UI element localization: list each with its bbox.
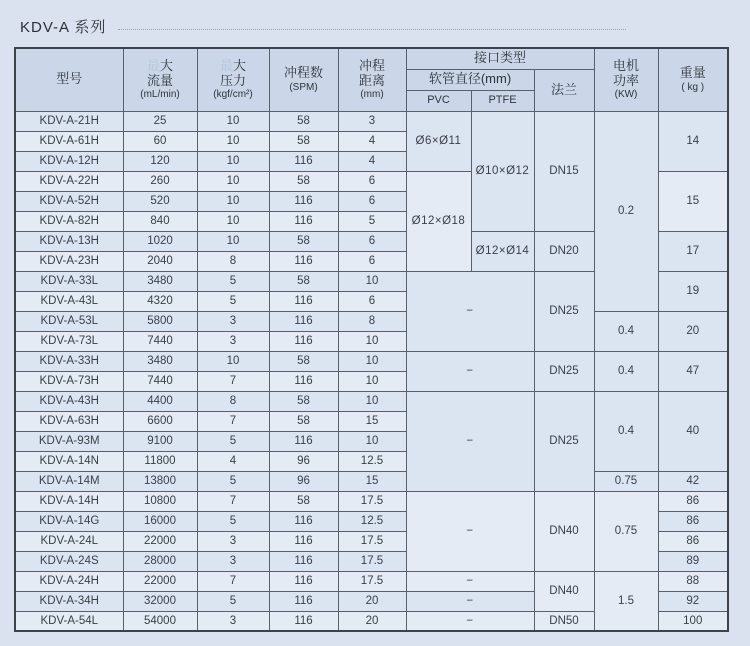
cell-motor: 0.75 <box>594 471 658 491</box>
cell-weight: 86 <box>658 491 728 511</box>
cell-flow: 840 <box>123 211 197 231</box>
cell-spm: 58 <box>269 391 338 411</box>
cell-weight: 47 <box>658 351 728 391</box>
cell-stroke: 15 <box>338 471 406 491</box>
header-ptfe: PTFE <box>471 90 534 111</box>
cell-stroke: 10 <box>338 391 406 411</box>
table-header <box>15 48 728 111</box>
cell-flow: 4400 <box>123 391 197 411</box>
cell-model: KDV-A-52H <box>15 191 123 211</box>
cell-spm: 116 <box>269 151 338 171</box>
cell-ptfe: Ø12×Ø14 <box>471 231 534 271</box>
cell-hose: − <box>406 271 534 351</box>
cell-spm: 116 <box>269 571 338 591</box>
cell-spm: 116 <box>269 551 338 571</box>
cell-pressure: 5 <box>197 511 269 531</box>
cell-weight: 89 <box>658 551 728 571</box>
cell-stroke: 17.5 <box>338 491 406 511</box>
cell-pressure: 3 <box>197 531 269 551</box>
cell-model: KDV-A-33H <box>15 351 123 371</box>
table-row <box>15 311 728 331</box>
cell-flow: 520 <box>123 191 197 211</box>
cell-pvc: Ø6×Ø11 <box>406 111 471 171</box>
cell-pressure: 10 <box>197 191 269 211</box>
cell-pressure: 3 <box>197 331 269 351</box>
cell-flow: 11800 <box>123 451 197 471</box>
cell-model: KDV-A-14N <box>15 451 123 471</box>
cell-flow: 6600 <box>123 411 197 431</box>
header-motor-power: 电机 功率 (KW) <box>594 48 658 111</box>
cell-pressure: 7 <box>197 411 269 431</box>
cell-model: KDV-A-24S <box>15 551 123 571</box>
cell-spm: 58 <box>269 111 338 131</box>
cell-weight: 15 <box>658 171 728 231</box>
cell-model: KDV-A-14M <box>15 471 123 491</box>
cell-spm: 116 <box>269 431 338 451</box>
table-row <box>15 491 728 511</box>
cell-flow: 22000 <box>123 531 197 551</box>
cell-pressure: 5 <box>197 591 269 611</box>
cell-flange: DN25 <box>534 391 594 491</box>
cell-pressure: 4 <box>197 451 269 471</box>
cell-spm: 116 <box>269 511 338 531</box>
cell-flow: 13800 <box>123 471 197 491</box>
cell-hose: − <box>406 571 534 591</box>
cell-motor: 0.2 <box>594 111 658 311</box>
cell-pressure: 8 <box>197 391 269 411</box>
header-spm: 冲程数 (SPM) <box>269 48 338 111</box>
cell-pressure: 8 <box>197 251 269 271</box>
cell-stroke: 17.5 <box>338 531 406 551</box>
cell-pressure: 10 <box>197 231 269 251</box>
cell-model: KDV-A-63H <box>15 411 123 431</box>
cell-model: KDV-A-53L <box>15 311 123 331</box>
header-max-pressure: 最大 压力 (kgf/cm²) <box>197 48 269 111</box>
cell-hose: − <box>406 351 534 391</box>
cell-flange: DN15 <box>534 111 594 231</box>
cell-flow: 3480 <box>123 351 197 371</box>
cell-stroke: 10 <box>338 331 406 351</box>
cell-spm: 116 <box>269 191 338 211</box>
cell-hose: − <box>406 491 534 571</box>
cell-spm: 96 <box>269 471 338 491</box>
cell-spm: 116 <box>269 371 338 391</box>
header-max-flow: 最大 流量 (mL/min) <box>123 48 197 111</box>
cell-pressure: 3 <box>197 551 269 571</box>
cell-ptfe: Ø10×Ø12 <box>471 111 534 231</box>
header-model: 型号 <box>15 48 123 111</box>
cell-weight: 17 <box>658 231 728 271</box>
cell-pressure: 3 <box>197 311 269 331</box>
cell-spm: 116 <box>269 311 338 331</box>
cell-hose: − <box>406 611 534 631</box>
cell-model: KDV-A-43H <box>15 391 123 411</box>
cell-flow: 54000 <box>123 611 197 631</box>
table-row <box>15 351 728 371</box>
cell-stroke: 6 <box>338 171 406 191</box>
cell-spm: 116 <box>269 251 338 271</box>
cell-motor: 0.4 <box>594 351 658 391</box>
cell-flow: 60 <box>123 131 197 151</box>
cell-model: KDV-A-33L <box>15 271 123 291</box>
cell-flow: 3480 <box>123 271 197 291</box>
cell-pressure: 10 <box>197 131 269 151</box>
cell-weight: 100 <box>658 611 728 631</box>
cell-spm: 58 <box>269 231 338 251</box>
cell-spm: 58 <box>269 271 338 291</box>
cell-flow: 4320 <box>123 291 197 311</box>
cell-pressure: 5 <box>197 271 269 291</box>
cell-spm: 116 <box>269 291 338 311</box>
cell-stroke: 3 <box>338 111 406 131</box>
header-stroke-distance: 冲程 距离 (mm) <box>338 48 406 111</box>
cell-model: KDV-A-13H <box>15 231 123 251</box>
header-pvc: PVC <box>406 90 471 111</box>
cell-model: KDV-A-21H <box>15 111 123 131</box>
cell-model: KDV-A-82H <box>15 211 123 231</box>
cell-spm: 116 <box>269 211 338 231</box>
cell-weight: 14 <box>658 111 728 171</box>
cell-pressure: 10 <box>197 171 269 191</box>
cell-flow: 1020 <box>123 231 197 251</box>
cell-model: KDV-A-23H <box>15 251 123 271</box>
header-interface-type: 接口类型 <box>406 48 594 69</box>
cell-weight: 42 <box>658 471 728 491</box>
cell-weight: 19 <box>658 271 728 311</box>
cell-flow: 25 <box>123 111 197 131</box>
cell-stroke: 10 <box>338 371 406 391</box>
cell-flow: 16000 <box>123 511 197 531</box>
cell-model: KDV-A-93M <box>15 431 123 451</box>
cell-model: KDV-A-24H <box>15 571 123 591</box>
cell-stroke: 10 <box>338 431 406 451</box>
cell-pressure: 5 <box>197 291 269 311</box>
cell-weight: 92 <box>658 591 728 611</box>
cell-stroke: 6 <box>338 251 406 271</box>
cell-stroke: 4 <box>338 131 406 151</box>
cell-flow: 2040 <box>123 251 197 271</box>
cell-model: KDV-A-73H <box>15 371 123 391</box>
cell-stroke: 12.5 <box>338 451 406 471</box>
cell-model: KDV-A-34H <box>15 591 123 611</box>
cell-spm: 116 <box>269 611 338 631</box>
cell-flow: 7440 <box>123 331 197 351</box>
cell-spm: 58 <box>269 411 338 431</box>
cell-weight: 86 <box>658 531 728 551</box>
cell-spm: 58 <box>269 131 338 151</box>
cell-flow: 10800 <box>123 491 197 511</box>
table-row <box>15 391 728 411</box>
cell-flange: DN40 <box>534 491 594 571</box>
cell-flow: 9100 <box>123 431 197 451</box>
cell-flange: DN25 <box>534 271 594 351</box>
cell-spm: 96 <box>269 451 338 471</box>
cell-flange: DN25 <box>534 351 594 391</box>
cell-spm: 116 <box>269 531 338 551</box>
cell-flange: DN40 <box>534 571 594 611</box>
cell-stroke: 20 <box>338 591 406 611</box>
cell-model: KDV-A-14H <box>15 491 123 511</box>
cell-stroke: 6 <box>338 191 406 211</box>
cell-stroke: 10 <box>338 351 406 371</box>
cell-flange: DN50 <box>534 611 594 631</box>
cell-model: KDV-A-12H <box>15 151 123 171</box>
header-weight: 重量 ( kg ) <box>658 48 728 111</box>
cell-stroke: 8 <box>338 311 406 331</box>
cell-pvc: Ø12×Ø18 <box>406 171 471 271</box>
cell-stroke: 6 <box>338 231 406 251</box>
cell-stroke: 20 <box>338 611 406 631</box>
cell-flow: 5800 <box>123 311 197 331</box>
cell-stroke: 5 <box>338 211 406 231</box>
cell-motor: 0.4 <box>594 391 658 471</box>
cell-spm: 58 <box>269 491 338 511</box>
cell-stroke: 12.5 <box>338 511 406 531</box>
cell-spm: 116 <box>269 591 338 611</box>
cell-model: KDV-A-73L <box>15 331 123 351</box>
cell-motor: 0.4 <box>594 311 658 351</box>
cell-pressure: 10 <box>197 211 269 231</box>
table-row <box>15 111 728 131</box>
cell-pressure: 5 <box>197 431 269 451</box>
cell-model: KDV-A-43L <box>15 291 123 311</box>
cell-hose: − <box>406 391 534 491</box>
cell-stroke: 6 <box>338 291 406 311</box>
cell-pressure: 3 <box>197 611 269 631</box>
cell-stroke: 4 <box>338 151 406 171</box>
cell-stroke: 10 <box>338 271 406 291</box>
cell-flow: 22000 <box>123 571 197 591</box>
cell-pressure: 10 <box>197 111 269 131</box>
page-title: KDV-A 系列 <box>20 19 107 36</box>
cell-pressure: 7 <box>197 571 269 591</box>
cell-flange: DN20 <box>534 231 594 271</box>
cell-spm: 116 <box>269 331 338 351</box>
cell-model: KDV-A-14G <box>15 511 123 531</box>
header-hose-diameter: 软管直径(mm) <box>406 69 534 90</box>
cell-stroke: 17.5 <box>338 551 406 571</box>
cell-spm: 58 <box>269 171 338 191</box>
table-body <box>15 111 728 631</box>
cell-flow: 120 <box>123 151 197 171</box>
cell-pressure: 7 <box>197 371 269 391</box>
cell-motor: 0.75 <box>594 491 658 571</box>
cell-flow: 28000 <box>123 551 197 571</box>
cell-model: KDV-A-22H <box>15 171 123 191</box>
cell-pressure: 10 <box>197 351 269 371</box>
cell-pressure: 10 <box>197 151 269 171</box>
cell-weight: 40 <box>658 391 728 471</box>
cell-pressure: 7 <box>197 491 269 511</box>
spec-table <box>14 47 729 632</box>
cell-pressure: 5 <box>197 471 269 491</box>
cell-weight: 86 <box>658 511 728 531</box>
table-row <box>15 471 728 491</box>
cell-weight: 88 <box>658 571 728 591</box>
cell-weight: 20 <box>658 311 728 351</box>
cell-flow: 7440 <box>123 371 197 391</box>
cell-stroke: 15 <box>338 411 406 431</box>
cell-motor: 1.5 <box>594 571 658 631</box>
title-dotted-rule <box>118 29 626 30</box>
cell-hose: − <box>406 591 534 611</box>
cell-flow: 260 <box>123 171 197 191</box>
cell-model: KDV-A-54L <box>15 611 123 631</box>
header-flange: 法兰 <box>534 69 594 111</box>
cell-stroke: 17.5 <box>338 571 406 591</box>
cell-model: KDV-A-61H <box>15 131 123 151</box>
title-row <box>20 16 720 37</box>
cell-flow: 32000 <box>123 591 197 611</box>
cell-model: KDV-A-24L <box>15 531 123 551</box>
table-row <box>15 571 728 591</box>
cell-spm: 58 <box>269 351 338 371</box>
